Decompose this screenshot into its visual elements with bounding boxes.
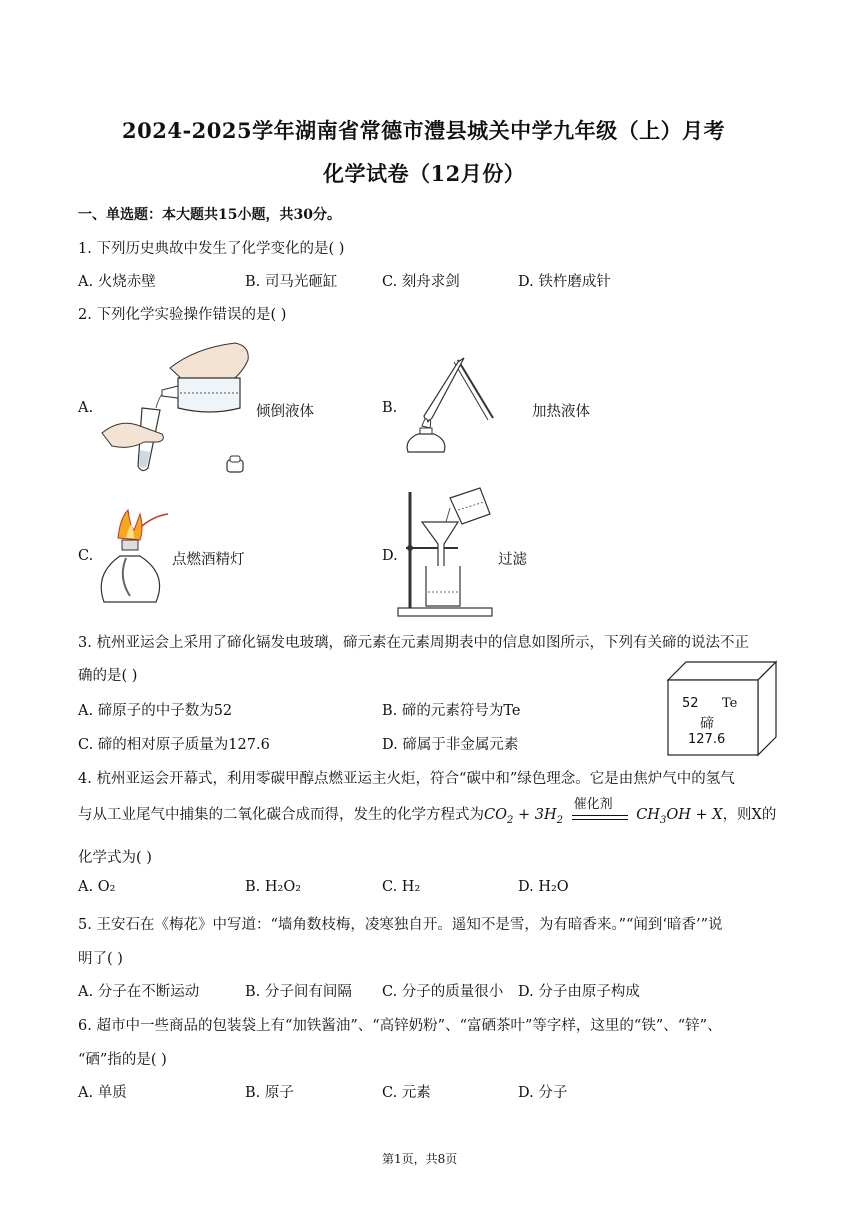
question-2-option-b-caption: 加热液体 — [532, 404, 590, 420]
equation-catalyst-arrow — [572, 797, 628, 825]
filtration-illustration — [398, 488, 498, 620]
question-5-option-c: C. 分子的质量很小 — [382, 984, 504, 1000]
question-2-option-c-caption: 点燃酒精灯 — [172, 552, 245, 568]
question-5-option-b: B. 分子间有间隔 — [245, 984, 352, 1000]
question-1-option-a: A. 火烧赤壁 — [78, 274, 156, 290]
question-3-option-a: A. 碲原子的中子数为52 — [78, 703, 233, 719]
heating-liquid-illustration — [398, 356, 508, 456]
lighting-alcohol-lamp-illustration — [98, 508, 178, 606]
element-name: 碲 — [700, 716, 714, 732]
equation-products: $CH_3OH + X$ — [636, 807, 723, 826]
question-6-option-d: D. 分子 — [518, 1085, 568, 1101]
question-3-option-d: D. 碲属于非金属元素 — [382, 737, 519, 753]
question-2-option-b-letter: B. — [382, 400, 398, 416]
question-1-option-d: D. 铁杵磨成针 — [518, 274, 611, 290]
question-4-option-b: B. H₂O₂ — [245, 879, 302, 895]
page-footer: 第1页，共8页 — [382, 1152, 458, 1166]
question-2-stem: 2. 下列化学实验操作错误的是( ) — [78, 307, 287, 323]
question-3-stem-line2: 确的是( ) — [78, 668, 138, 684]
question-4-stem-line2 — [78, 797, 777, 826]
question-4-stem-line2-prefix: 与从工业尾气中捕集的二氧化碳合成而得，发生的化学方程式为 — [78, 807, 484, 823]
question-6-stem-line1: 6. 超市中一些商品的包装袋上有“加铁酱油”、“高锌奶粉”、“富硒茶叶”等字样，这里的“铁”、“锌”、 — [78, 1018, 722, 1034]
question-6-option-a: A. 单质 — [78, 1085, 127, 1101]
question-5-stem-line1: 5. 王安石在《梅花》中写道：“墙角数枝梅，凌寒独自开。遥知不是雪，为有暗香来。”“闻到‘暗香’”说 — [78, 917, 723, 933]
question-4-option-c: C. H₂ — [382, 879, 421, 895]
question-1-option-c: C. 刻舟求剑 — [382, 274, 460, 290]
question-5-option-a: A. 分子在不断运动 — [78, 984, 200, 1000]
equation-catalyst-label: 催化剂 — [573, 797, 613, 812]
question-2-option-a-letter: A. — [78, 400, 94, 416]
question-2-option-d-caption: 过滤 — [498, 552, 527, 568]
question-2-option-c-letter: C. — [78, 548, 94, 564]
question-2-option-d-letter: D. — [382, 548, 398, 564]
question-1-option-b: B. 司马光砸缸 — [245, 274, 338, 290]
element-symbol: Te — [722, 696, 738, 711]
question-5-option-d: D. 分子由原子构成 — [518, 984, 640, 1000]
question-4-option-a: A. O₂ — [78, 879, 116, 895]
element-tile-tellurium — [668, 662, 778, 755]
element-atomic-mass: 127.6 — [688, 732, 726, 747]
element-atomic-number: 52 — [682, 696, 699, 711]
question-3-option-b: B. 碲的元素符号为Te — [382, 703, 521, 719]
question-3-option-c: C. 碲的相对原子质量为127.6 — [78, 737, 270, 753]
question-6-option-c: C. 元素 — [382, 1085, 431, 1101]
page-title-line1: 2024-2025学年湖南省常德市澧县城关中学九年级（上）月考 — [122, 118, 726, 143]
question-4-stem-line2-suffix: ，则X的 — [722, 807, 777, 823]
question-3-stem-line1: 3. 杭州亚运会上采用了碲化镉发电玻璃，碲元素在元素周期表中的信息如图所示，下列有关碲的说法不正 — [78, 635, 749, 651]
equation-double-line — [572, 815, 628, 820]
question-1-stem: 1. 下列历史典故中发生了化学变化的是( ) — [78, 241, 345, 257]
question-4-stem-line1: 4. 杭州亚运会开幕式，利用零碳甲醇点燃亚运主火炬，符合“碳中和”绿色理念。它是由焦炉气中的氢气 — [78, 771, 735, 787]
question-2-option-a-caption: 倾倒液体 — [256, 404, 314, 420]
equation-reactants: $CO_2 + 3H_2$ — [484, 807, 563, 826]
question-6-stem-line2: “硒”指的是( ) — [78, 1052, 167, 1068]
question-6-option-b: B. 原子 — [245, 1085, 294, 1101]
question-4-stem-line3: 化学式为( ) — [78, 850, 152, 866]
pouring-liquid-illustration — [100, 338, 260, 476]
page-title-line2: 化学试卷（12月份） — [323, 161, 526, 186]
question-5-stem-line2: 明了( ) — [78, 951, 123, 967]
question-4-option-d: D. H₂O — [518, 879, 569, 895]
section-heading: 一、单选题：本大题共15小题，共30分。 — [78, 207, 341, 223]
